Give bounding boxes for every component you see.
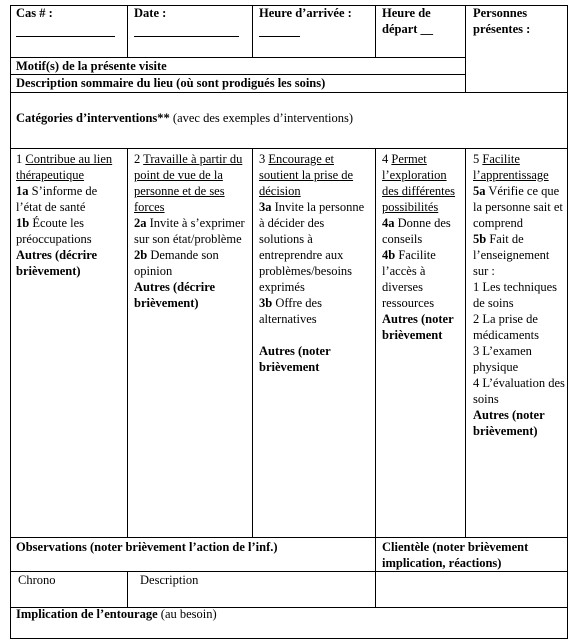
category-1-other: Autres (décrire brièvement): [16, 248, 98, 278]
item-5a: 5a Vérifie ce que la personne sait et comprend: [473, 184, 563, 230]
category-column-2: [134, 151, 250, 311]
categories-title: Catégories d’interventions**: [16, 111, 170, 125]
arrival-time-label: Heure d’arrivée :: [259, 6, 352, 20]
persons-present-label: Personnes présentes :: [473, 6, 531, 36]
category-column-5: [473, 151, 565, 439]
item-1a: 1a S’informe de l’état de santé: [16, 184, 98, 214]
category-column-3: [259, 151, 372, 375]
case-number-field[interactable]: [16, 5, 126, 37]
case-number-label: Cas # :: [16, 6, 53, 20]
item-2a: 2a Invite à s’exprimer sur son état/problème: [134, 216, 245, 246]
clientele-label: Clientèle (noter brièvement implication, réactions): [382, 540, 529, 570]
teaching-subitem: 1 Les techniques de soins: [473, 280, 558, 310]
categories-note: (avec des exemples d’interventions): [169, 111, 354, 125]
item-3a: 3a Invite la personne à décider des solutions à entreprendre aux problèmes/besoins exprimés: [259, 200, 365, 294]
teaching-subitem: 2 La prise de médicaments: [473, 312, 539, 342]
teaching-subitem: 3 L’examen physique: [473, 344, 532, 374]
departure-time-field[interactable]: [382, 5, 462, 37]
arrival-time-field[interactable]: [259, 5, 374, 37]
departure-time-label: Heure de départ __: [382, 6, 434, 36]
item-2b: 2b Demande son opinion: [134, 248, 219, 278]
case-number-blank[interactable]: [16, 22, 115, 37]
categories-heading: [16, 110, 556, 126]
item-3b: 3b Offre des alternatives: [259, 296, 322, 326]
family-involvement-note: (au besoin): [157, 607, 217, 621]
place-description-label: Description sommaire du lieu (où sont prodigués les soins): [16, 76, 326, 90]
item-1b: 1b Écoute les préoccupations: [16, 216, 92, 246]
category-2-heading: 2 Travaille à partir du point de vue de la personne et de ses forces: [134, 152, 243, 214]
category-5-heading: 5 Facilite l’apprentissage: [473, 152, 549, 182]
visit-reason-label: Motif(s) de la présente visite: [16, 59, 167, 73]
description-label: Description: [140, 573, 199, 587]
category-column-4: [382, 151, 462, 343]
arrival-time-blank[interactable]: [259, 22, 300, 37]
item-4b: 4b Facilite l’accès à diverses ressources: [382, 248, 436, 310]
category-3-other: Autres (noter brièvement: [259, 344, 331, 374]
family-involvement-label: Implication de l’entourage: [16, 607, 158, 621]
item-4a: 4a Donne des conseils: [382, 216, 451, 246]
chrono-input[interactable]: [11, 589, 127, 607]
category-4-heading: 4 Permet l’exploration des différentes possibilités: [382, 152, 456, 214]
description-input[interactable]: [128, 589, 375, 607]
item-5b: 5b Fait de l’enseignement sur :: [473, 232, 550, 278]
date-blank[interactable]: [134, 22, 239, 37]
category-3-heading: 3 Encourage et soutient la prise de décision: [259, 152, 354, 198]
date-field[interactable]: [134, 5, 249, 37]
persons-present-field[interactable]: [473, 5, 565, 37]
chrono-label: Chrono: [18, 573, 56, 587]
clientele-input[interactable]: [376, 572, 567, 607]
teaching-subitem: 4 L’évaluation des soins: [473, 376, 565, 406]
category-4-other: Autres (noter brièvement: [382, 312, 454, 342]
date-label: Date :: [134, 6, 167, 20]
category-2-other: Autres (décrire brièvement): [134, 280, 216, 310]
category-5-other: Autres (noter brièvement): [473, 408, 545, 438]
category-column-1: [16, 151, 124, 279]
category-1-heading: 1 Contribue au lien thérapeutique: [16, 152, 113, 182]
observations-label: Observations (noter brièvement l’action de l’inf.): [16, 540, 278, 554]
family-involvement-field[interactable]: [16, 606, 556, 622]
